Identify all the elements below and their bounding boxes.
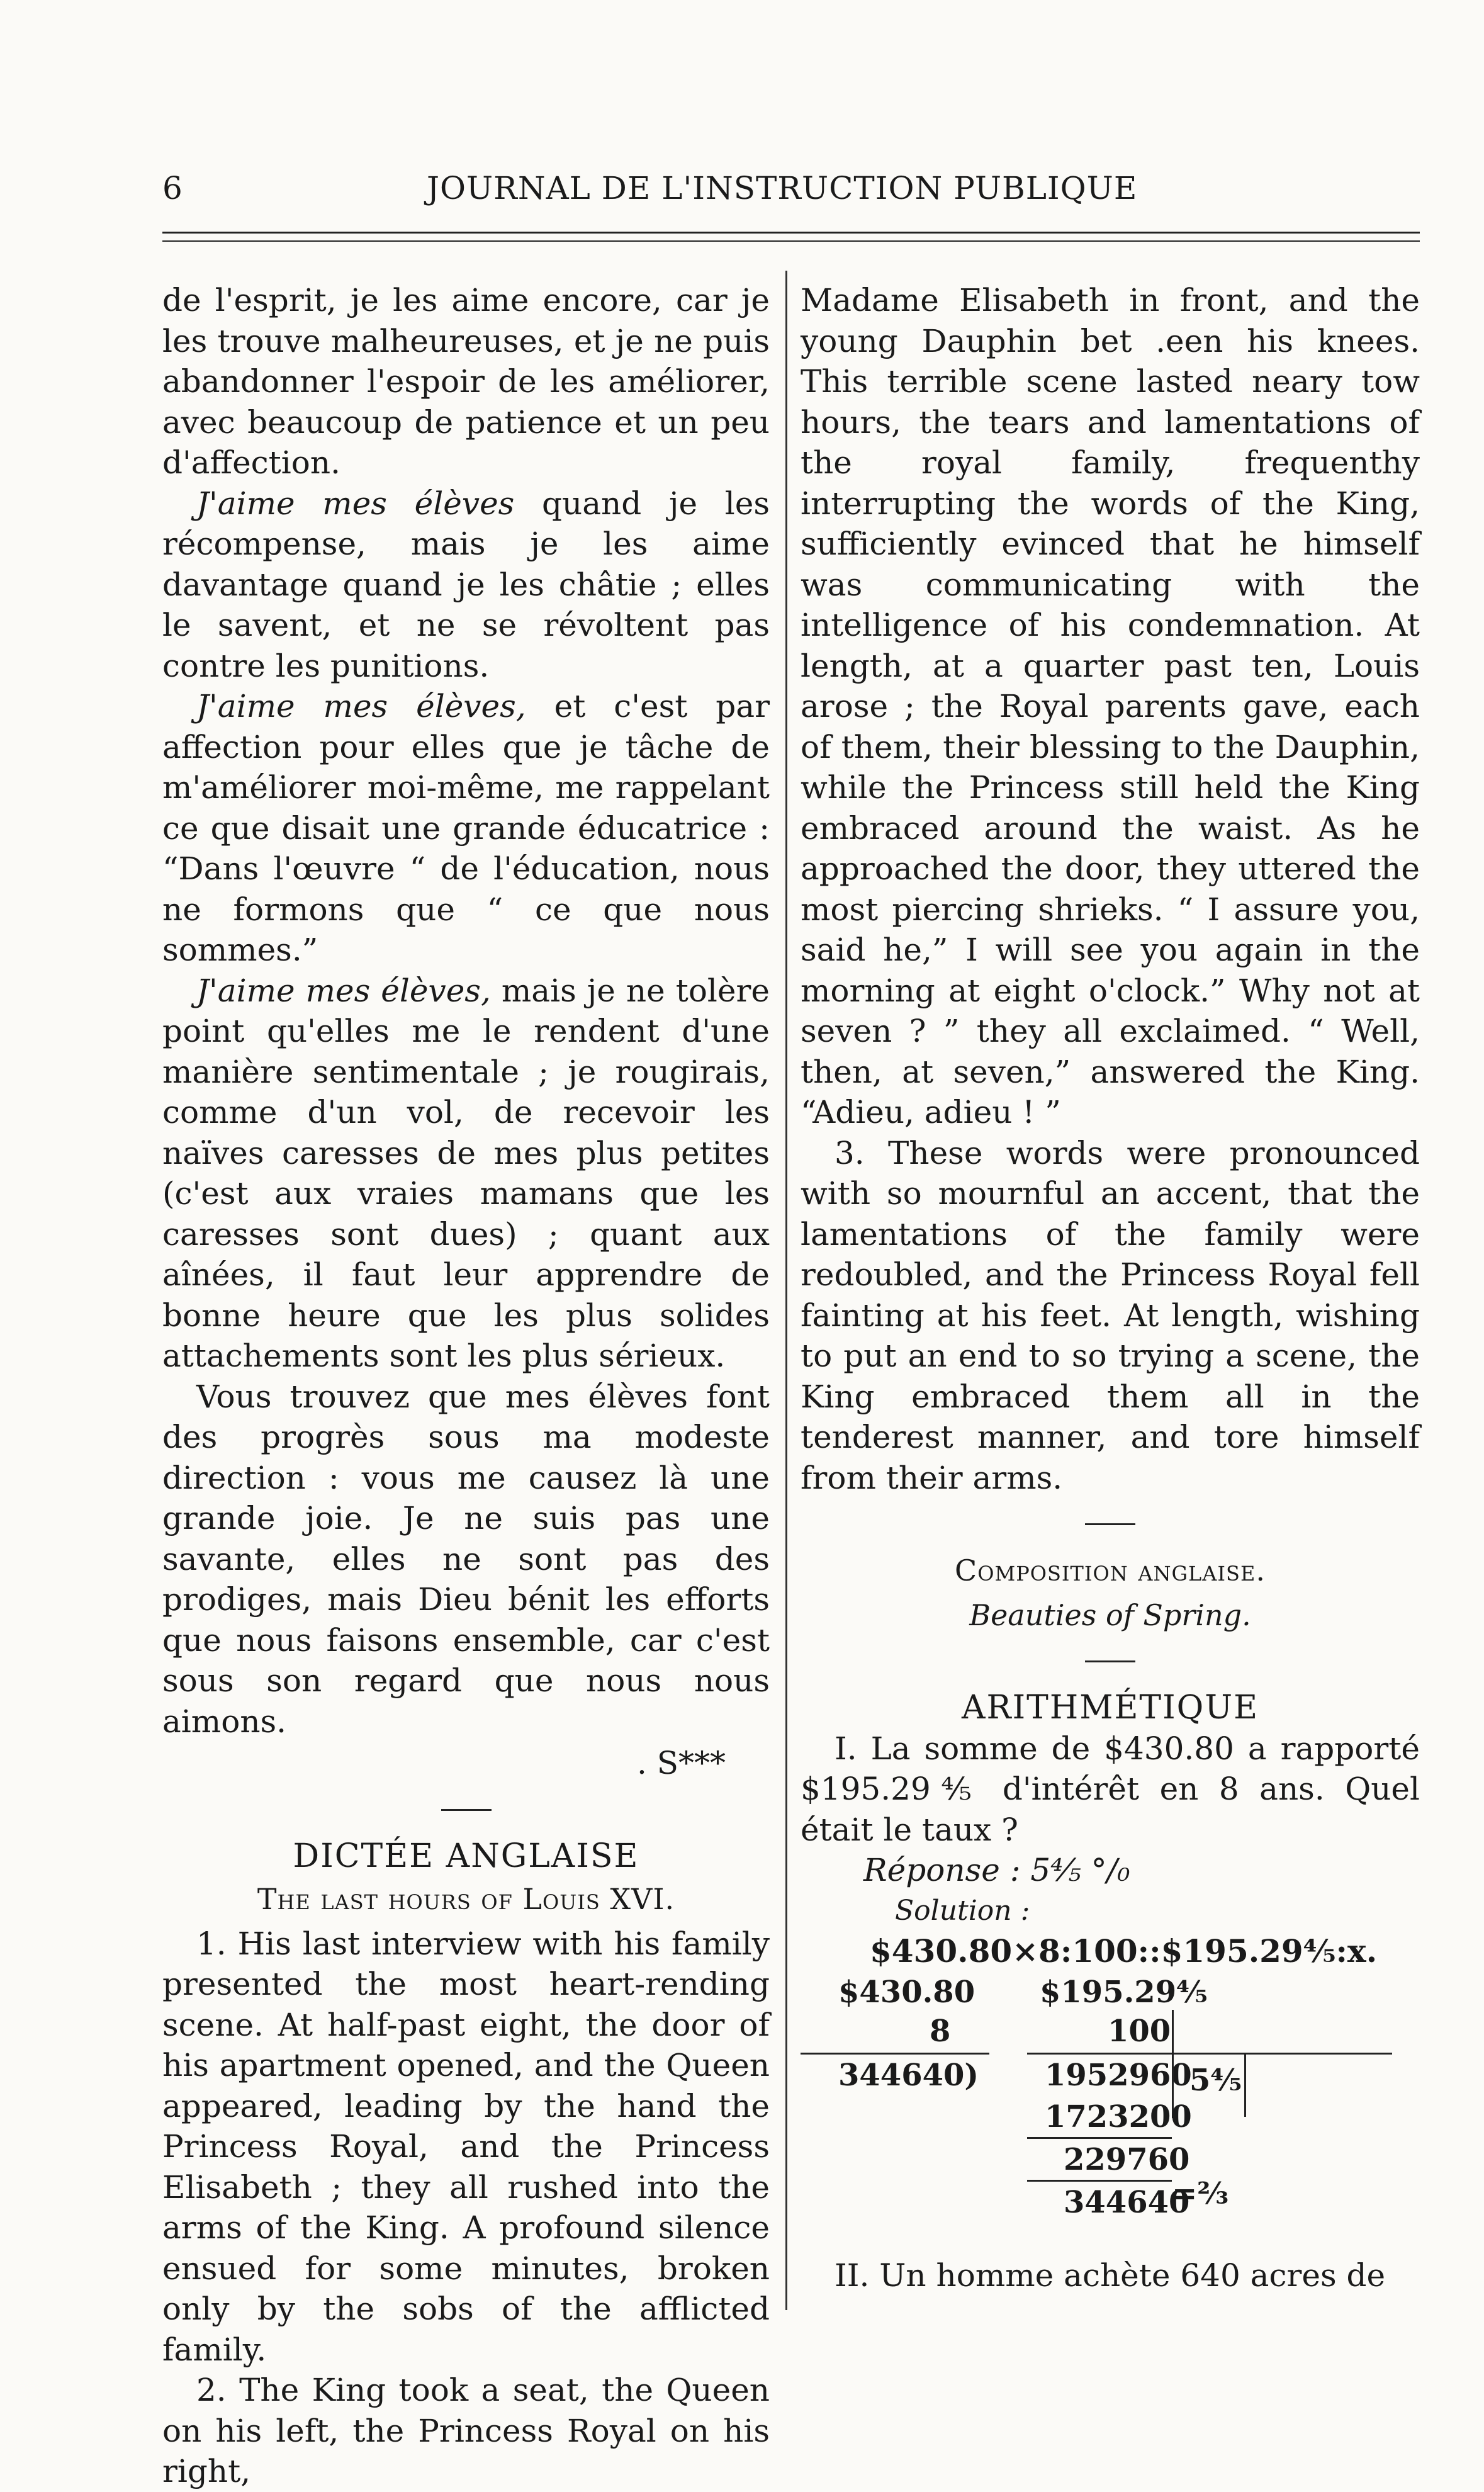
calc-value: 229760 <box>1064 2141 1190 2177</box>
section-separator <box>1085 1660 1135 1662</box>
paragraph: 1. His last interview with his family presented the most heart-rending scene. At half-past eight, the door of his apartment opened, and the Queen appeared, leading by the hand the Princess Royal, and the Princess Elisabeth ; they all rushed into the arms of the King. A profound silence ensued for some minutes, broken only by the sobs of the afflicted family. <box>162 1925 770 2368</box>
running-title: JOURNAL DE L'INSTRUCTION PUBLIQUE <box>427 170 1138 206</box>
paragraph: Madame Elisabeth in front, and the young Dauphin bet .een his knees. This terrible scene lasted neary tow hours, the tears and lamentations of the royal family, frequenthy interrupting the words of the King, sufficiently evinced that he himself was communicating with the intelligence of his condemnation. At length, at a quarter past ten, Louis arose ; the Royal parents gave, each of them, their blessing to the Dauphin, while the Princess still held the King embraced around the waist. As he approached the door, they uttered the most piercing shrieks. “ I assure you, said he,” I will see you again in the morning at eight o'clock.” Why not at seven ? ” they all exclaimed. “ Well, then, at seven,” answered the King. “Adieu, adieu ! ” <box>801 282 1420 1130</box>
solution-label: Solution : <box>895 1894 1030 1927</box>
section-heading: Composition anglaise. <box>955 1553 1266 1587</box>
section-separator <box>441 1809 492 1811</box>
paragraph: I. La somme de $430.80 a rapporté $195.29⅘ d'intérêt en 8 ans. Quel était le taux ? <box>801 1730 1420 1848</box>
calc-value: $195.29⅘ <box>1040 1974 1208 2010</box>
calc-value: 8 <box>930 2013 951 2049</box>
page-number: 6 <box>162 170 183 206</box>
paragraph: Vous trouvez que mes élèves font des progrès sous ma modeste direction : vous me causez là une grande joie. Je ne suis pas une savante, elles ne sont pas des prodiges, mais Dieu bénit les efforts que nous faisons ensemble, car c'est sous son regard que nous nous aimons. <box>162 1378 770 1740</box>
section-heading: DICTÉE ANGLAISE <box>293 1837 639 1875</box>
text: et c'est par affection pour elles que je tâche de m'améliorer moi-même, me rappelant ce que disait une grande éducatrice : “Dans l'œuvre “ de l'éducation, nous ne formons que “ ce que nous sommes.” <box>162 688 770 968</box>
paragraph: de l'esprit, je les aime encore, car je les trouve malheureuses, et je ne puis abandonner l'espoir de les améliorer, avec beaucoup de patience et un peu d'affection. <box>162 282 770 481</box>
answer: Réponse : 5⅘ °/₀ <box>863 1852 1130 1888</box>
calc-value: 344640) <box>838 2057 979 2093</box>
left-column <box>162 280 770 2492</box>
calc-rule <box>1027 2137 1172 2139</box>
column-divider <box>785 271 787 2310</box>
emphasis: J'aime mes élèves, <box>196 688 526 724</box>
calc-rule <box>1027 2053 1392 2055</box>
section-heading: ARITHMÉTIQUE <box>961 1689 1259 1727</box>
emphasis: J'aime mes élèves, <box>196 972 491 1009</box>
paragraph <box>162 971 770 1377</box>
calc-rule <box>801 2053 989 2055</box>
paragraph: 3. These words were pronounced with so mournful an accent, that the lamentations of the family were redoubled, and the Princess Royal fell fainting at his feet. At length, wishing to put an end to so trying a scene, the King embraced them all in the tenderest manner, and tore himself from their arms. <box>801 1134 1420 1496</box>
section-subheading: The last hours of Louis XVI. <box>257 1882 675 1916</box>
paragraph: II. Un homme achète 640 acres de <box>835 2257 1386 2294</box>
text: quand je les récompense, mais je les aime davantage quand je les châtie ; elles le savent, et ne se révoltent pas contre les punitions. <box>162 485 770 684</box>
calc-value: $430.80 <box>838 1974 975 2010</box>
calc-value: 344640 <box>1064 2184 1190 2220</box>
signature: . S*** <box>636 1745 726 1781</box>
section-subheading: Beauties of Spring. <box>969 1598 1251 1632</box>
calc-quotient: 5⅘ <box>1189 2062 1242 2098</box>
header-rule-top <box>162 232 1420 234</box>
calc-value: 1952960 <box>1045 2057 1192 2093</box>
paragraph: 2. The King took a seat, the Queen on his left, the Princess Royal on his right, <box>162 2372 770 2489</box>
right-column <box>801 280 1420 2296</box>
text: mais je ne tolère point qu'elles me le rendent d'une manière sentimentale ; je rougirais, comme d'un vol, de recevoir les naïves caresses de mes plus petites (c'est aux vraies mamans que les caresses sont dues) ; quant aux aînées, il faut leur apprendre de bonne heure que les plus solides attachements sont les plus sérieux. <box>162 972 770 1374</box>
section-separator <box>1085 1523 1135 1525</box>
paragraph <box>162 483 770 687</box>
header-rule-bottom <box>162 240 1420 242</box>
calc-rule <box>1027 2180 1172 2182</box>
calc-result: =⅔ <box>1172 2175 1228 2211</box>
calc-value: 100 <box>1108 2013 1171 2049</box>
proportion: $430.80×8:100::$195.29⅘:x. <box>870 1932 1378 1970</box>
emphasis: J'aime mes élèves <box>196 485 515 522</box>
calc-rule <box>1244 2054 1246 2117</box>
calculation <box>801 1972 1420 2255</box>
page-header <box>162 170 1420 214</box>
calc-value: 1723200 <box>1045 2099 1192 2134</box>
paragraph <box>162 686 770 971</box>
